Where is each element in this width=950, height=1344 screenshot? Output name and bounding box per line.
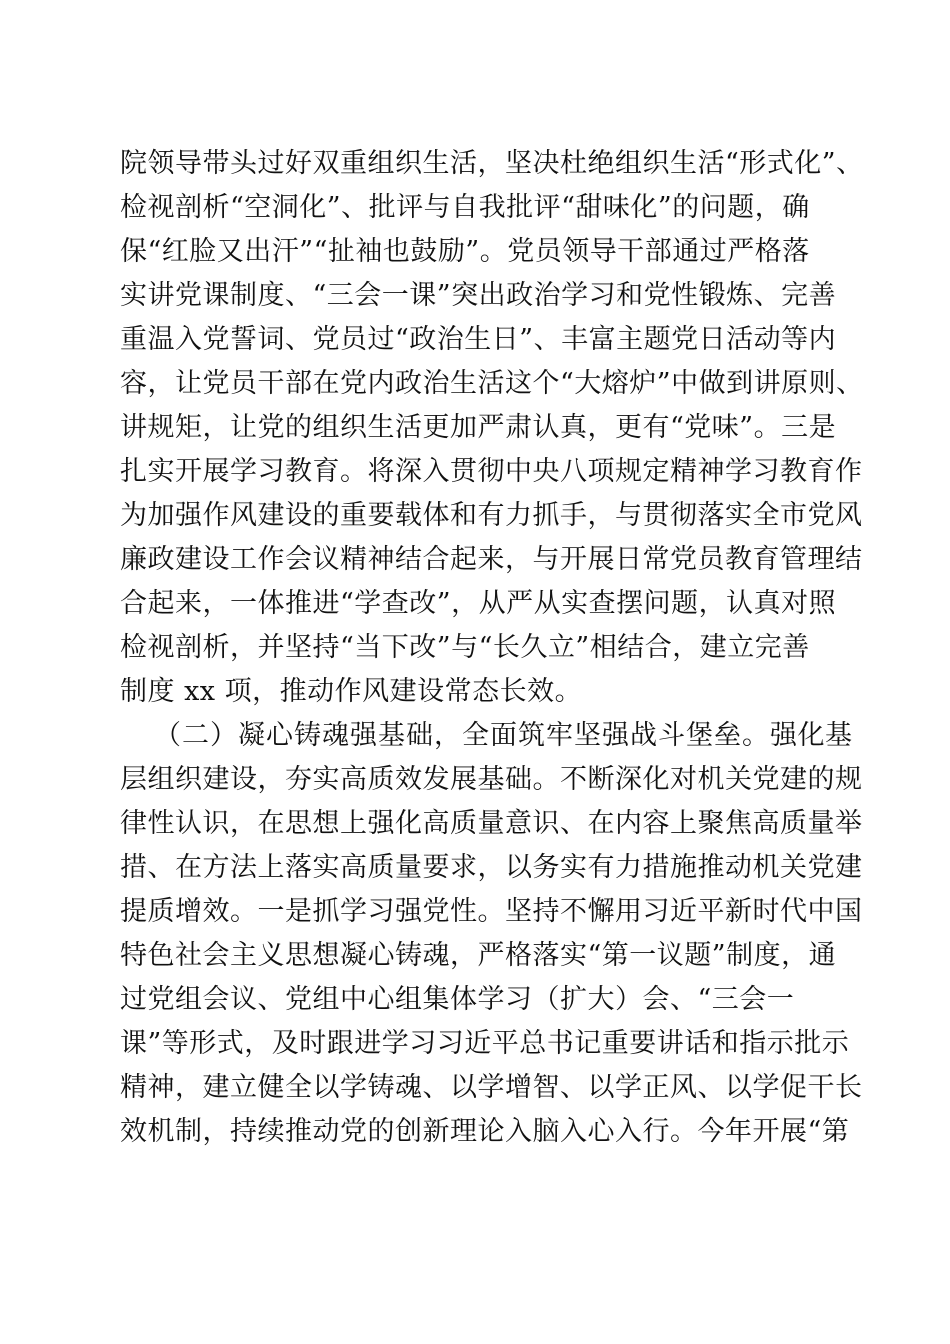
text-line: 为加强作风建设的重要载体和有力抓手，与贯彻落实全市党风 xyxy=(120,500,863,531)
text-line: 合起来，一体推进“学查改”，从严从实查摆问题，认真对照 xyxy=(120,588,837,619)
text-line: 检视剖析，并坚持“当下改”与“长久立”相结合，建立完善 xyxy=(120,632,810,663)
text-line: 律性认识，在思想上强化高质量意识、在内容上聚焦高质量举 xyxy=(120,808,863,839)
section-heading-line xyxy=(120,716,853,756)
text-line: 效机制，持续推动党的创新理论入脑入心入行。今年开展“第 xyxy=(120,1116,850,1147)
text-line: 廉政建设工作会议精神结合起来，与开展日常党员教育管理结 xyxy=(120,544,863,575)
text-line: 提质增效。一是抓学习强党性。坚持不懈用习近平新时代中国 xyxy=(120,896,863,927)
section-heading-tail: 强化基 xyxy=(770,720,853,751)
section-heading: （二）凝心铸魂强基础，全面筑牢坚强战斗堡垒。 xyxy=(154,720,770,751)
text-line: 制度 xx 项，推动作风建设常态长效。 xyxy=(120,676,583,707)
text-line: 保“红脸又出汗”“扯袖也鼓励”。党员领导干部通过严格落 xyxy=(120,236,810,267)
text-line: 检视剖析“空洞化”、批评与自我批评“甜味化”的问题，确 xyxy=(120,192,810,223)
text-line: 院领导带头过好双重组织生活，坚决杜绝组织生活“形式化”、 xyxy=(120,148,864,179)
text-line: 课”等形式，及时跟进学习习近平总书记重要讲话和指示批示 xyxy=(120,1028,850,1059)
text-line: 扎实开展学习教育。将深入贯彻中央八项规定精神学习教育作 xyxy=(120,456,863,487)
text-line: 层组织建设，夯实高质效发展基础。不断深化对机关党建的规 xyxy=(120,764,863,795)
text-line: 重温入党誓词、党员过“政治生日”、丰富主题党日活动等内 xyxy=(120,324,837,355)
text-line: 措、在方法上落实高质量要求，以务实有力措施推动机关党建 xyxy=(120,852,863,883)
text-line: 过党组会议、党组中心组集体学习（扩大）会、“三会一 xyxy=(120,984,795,1015)
text-line: 讲规矩，让党的组织生活更加严肃认真，更有“党味”。三是 xyxy=(120,412,837,443)
text-line: 容，让党员干部在党内政治生活这个“大熔炉”中做到讲原则、 xyxy=(120,368,864,399)
text-line: 实讲党课制度、“三会一课”突出政治学习和党性锻炼、完善 xyxy=(120,280,837,311)
text-line: 精神，建立健全以学铸魂、以学增智、以学正风、以学促干长 xyxy=(120,1072,863,1103)
text-line: 特色社会主义思想凝心铸魂，严格落实“第一议题”制度，通 xyxy=(120,940,837,971)
